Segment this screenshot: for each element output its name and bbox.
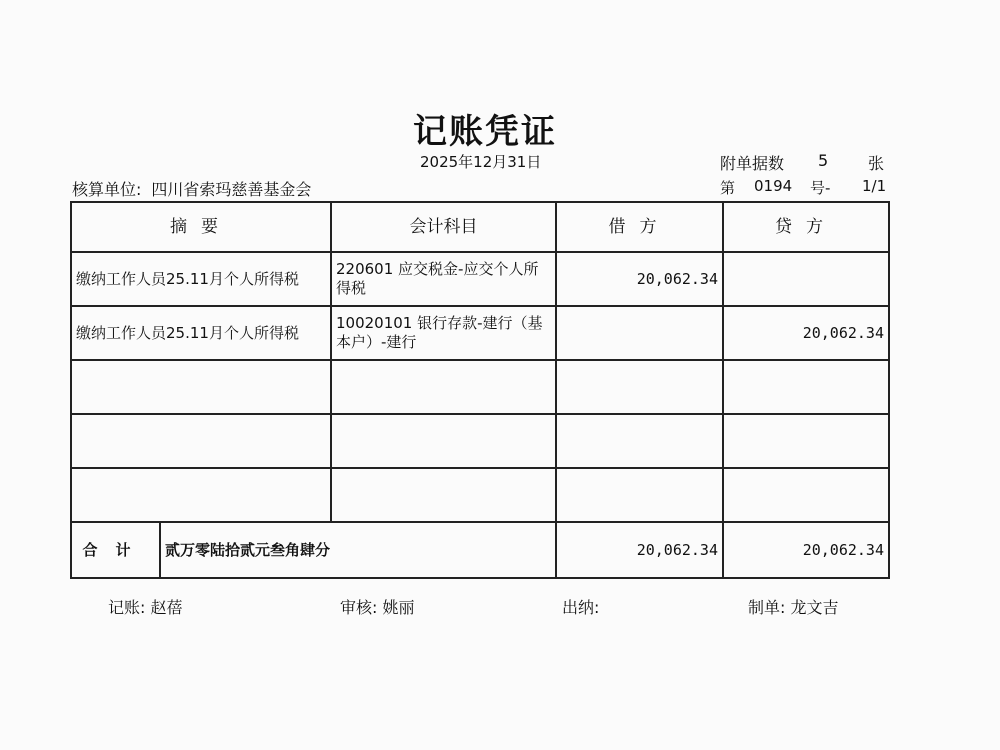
voucher-prefix: 第 [720, 179, 736, 197]
total-credit: 20,062.34 [723, 522, 889, 578]
auditor-signature [340, 595, 415, 618]
row-credit [723, 252, 889, 306]
header-account: 会计科目 [331, 202, 556, 252]
table-row [71, 252, 889, 306]
table-header-row [71, 202, 889, 252]
accounting-unit [72, 177, 311, 200]
bookkeeper-name: 赵蓓 [150, 598, 183, 617]
row-account: 220601 应交税金-应交个人所得税 [331, 252, 556, 306]
voucher-page-number: 1/1 [862, 177, 887, 195]
voucher-table [70, 201, 890, 579]
org-label: 核算单位: [72, 180, 142, 199]
auditor-name: 姚丽 [382, 598, 415, 617]
attachments-count: 5 [818, 151, 829, 170]
preparer-signature [748, 595, 839, 618]
row-summary: 缴纳工作人员25.11月个人所得税 [71, 306, 331, 360]
empty-row [71, 468, 889, 522]
voucher-date: 2025年12月31日 [420, 153, 542, 171]
row-credit: 20,062.34 [723, 306, 889, 360]
attachments-unit: 张 [868, 154, 885, 173]
table-row [71, 306, 889, 360]
empty-row [71, 414, 889, 468]
header-debit: 借方 [556, 202, 723, 252]
row-summary: 缴纳工作人员25.11月个人所得税 [71, 252, 331, 306]
org-name: 四川省索玛慈善基金会 [151, 180, 312, 199]
bookkeeper-label: 记账: [108, 598, 146, 617]
preparer-label: 制单: [748, 598, 786, 617]
auditor-label: 审核: [340, 598, 378, 617]
attachments-label: 附单据数 [720, 154, 785, 173]
total-in-words: 贰万零陆拾贰元叁角肆分 [160, 522, 556, 578]
voucher-no: 0194 [754, 177, 793, 195]
total-debit: 20,062.34 [556, 522, 723, 578]
row-debit [556, 306, 723, 360]
bookkeeper-signature [108, 595, 183, 618]
empty-row [71, 360, 889, 414]
row-debit: 20,062.34 [556, 252, 723, 306]
voucher-suffix: 号- [810, 179, 831, 197]
total-label: 合计 [71, 522, 160, 578]
voucher-title: 记账凭证 [413, 112, 557, 152]
preparer-name: 龙文吉 [790, 598, 839, 617]
cashier-label: 出纳: [562, 598, 600, 617]
row-account: 10020101 银行存款-建行（基本户）-建行 [331, 306, 556, 360]
header-summary: 摘要 [71, 202, 331, 252]
header-credit: 贷方 [723, 202, 889, 252]
cashier-signature [562, 595, 599, 618]
total-row [71, 522, 889, 578]
